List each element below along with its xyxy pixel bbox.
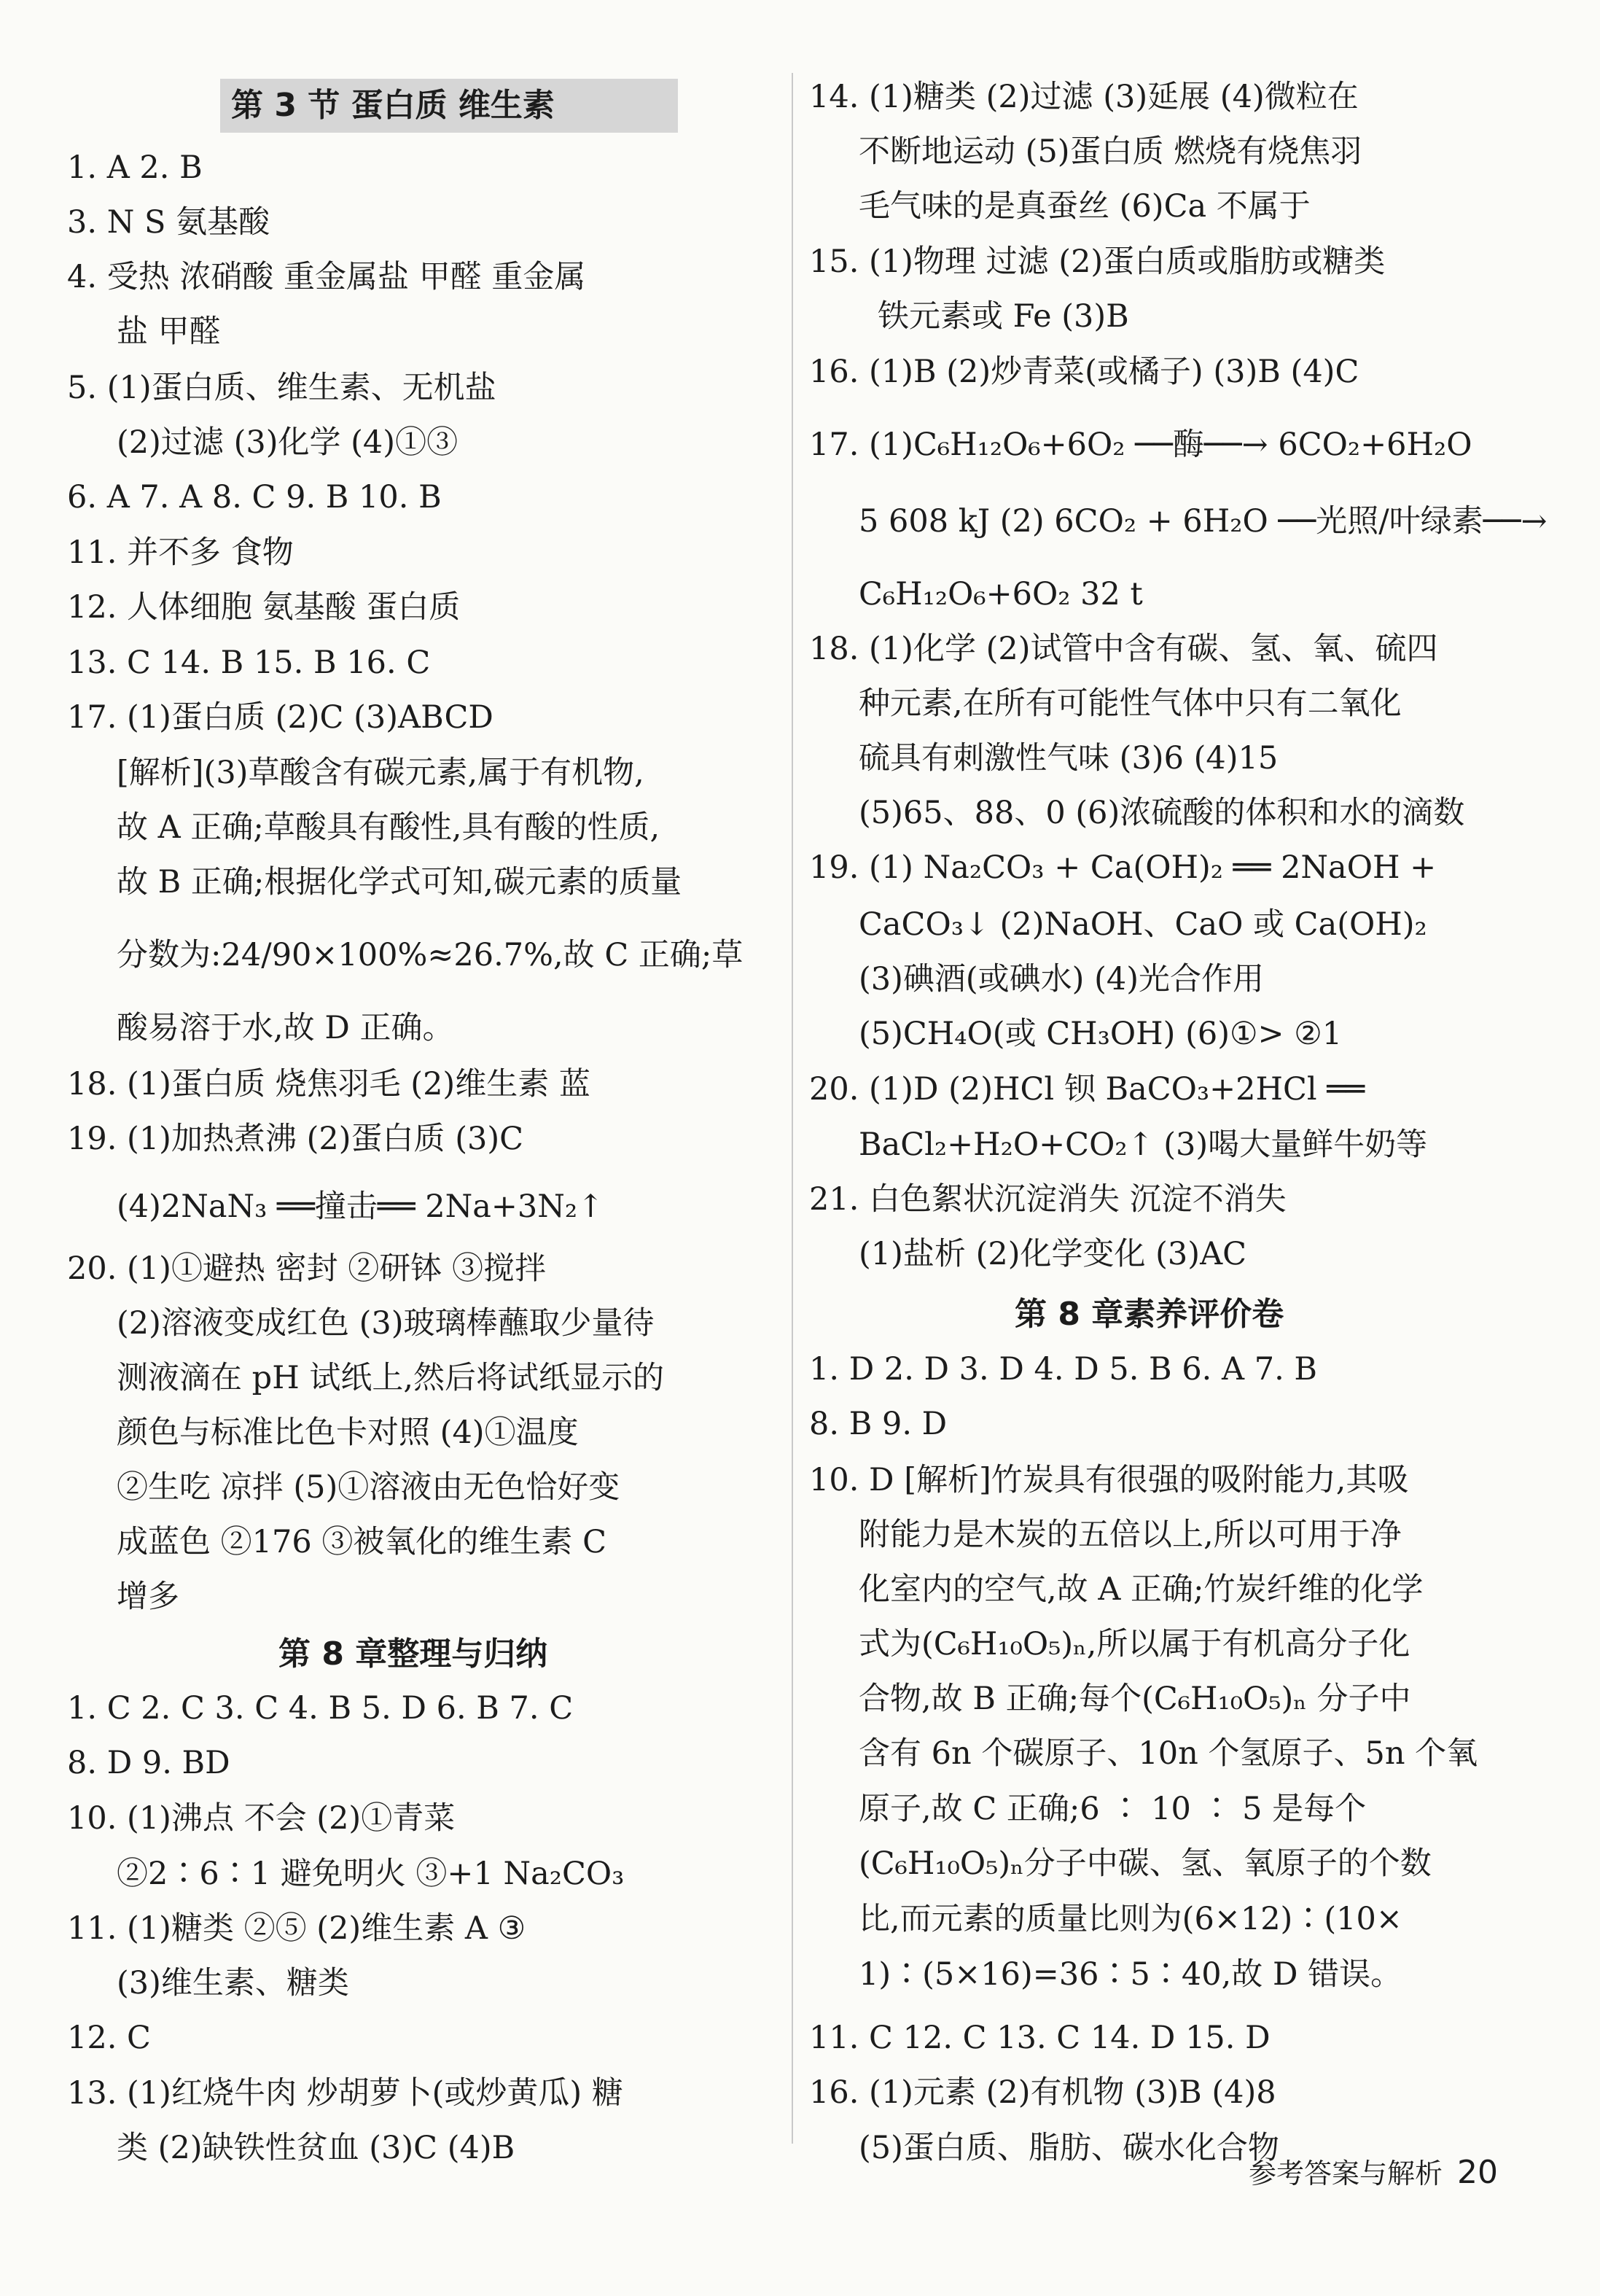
analysis-line: 1)∶(5×16)=36∶5∶40,故 D 错误。 <box>859 1956 1402 1993</box>
answer-line: 20. (1)D (2)HCl 钡 BaCO₃+2HCl ══ <box>809 1071 1365 1108</box>
equation-line: C₆H₁₂O₆+6O₂ 32 t <box>859 576 1143 612</box>
column-divider <box>792 73 793 2144</box>
answer-line: 11. (1)糖类 ②⑤ (2)维生素 A ③ <box>67 1910 526 1947</box>
answer-line: 8. D 9. BD <box>67 1745 230 1781</box>
answer-line: 10. (1)沸点 不会 (2)①青菜 <box>67 1800 456 1837</box>
answer-line: 11. C 12. C 13. C 14. D 15. D <box>809 2020 1271 2056</box>
answer-line: 1. A 2. B <box>67 149 203 186</box>
answer-line: 种元素,在所有可能性气体中只有二氧化 <box>859 685 1402 722</box>
answer-line: 13. C 14. B 15. B 16. C <box>67 645 431 681</box>
answer-line: ②2∶6∶1 避免明火 ③+1 Na₂CO₃ <box>117 1856 625 1892</box>
answer-line: (2)溶液变成红色 (3)玻璃棒蘸取少量待 <box>117 1305 655 1342</box>
answer-line: 18. (1)化学 (2)试管中含有碳、氢、氧、硫四 <box>809 631 1438 667</box>
answer-line: 19. (1)加热煮沸 (2)蛋白质 (3)C <box>67 1121 524 1157</box>
answer-line: 4. 受热 浓硝酸 重金属盐 甲醛 重金属 <box>67 259 586 295</box>
answer-line: 测液滴在 pH 试纸上,然后将试纸显示的 <box>117 1360 665 1396</box>
answer-line: 16. (1)元素 (2)有机物 (3)B (4)8 <box>809 2074 1276 2111</box>
answer-line: 20. (1)①避热 密封 ②研钵 ③搅拌 <box>67 1250 546 1287</box>
analysis-line: 故 A 正确;草酸具有酸性,具有酸的性质, <box>117 809 660 846</box>
answer-line: 21. 白色絮状沉淀消失 沉淀不消失 <box>809 1181 1287 1218</box>
page-footer <box>1249 2151 1498 2191</box>
analysis-line: [解析](3)草酸含有碳元素,属于有机物, <box>117 755 644 791</box>
answer-line: 类 (2)缺铁性贫血 (3)C (4)B <box>117 2130 515 2166</box>
answer-line: ②生吃 凉拌 (5)①溶液由无色恰好变 <box>117 1469 620 1506</box>
analysis-line: 分数为:24/90×100%≈26.7%,故 C 正确;草 <box>117 937 744 973</box>
answer-line: 铁元素或 Fe (3)B <box>878 298 1129 335</box>
answer-line: CaCO₃↓ (2)NaOH、CaO 或 Ca(OH)₂ <box>859 906 1427 943</box>
section-title: 第 8 章素养评价卷 <box>1015 1296 1284 1333</box>
answer-line: 14. (1)糖类 (2)过滤 (3)延展 (4)微粒在 <box>809 79 1359 115</box>
answer-line: 不断地运动 (5)蛋白质 燃烧有烧焦羽 <box>859 133 1362 170</box>
answer-line: 增多 <box>117 1579 179 1615</box>
answer-line: 5. (1)蛋白质、维生素、无机盐 <box>67 370 496 406</box>
answer-line: 盐 甲醛 <box>117 314 221 350</box>
analysis-line: 式为(C₆H₁₀O₅)ₙ,所以属于有机高分子化 <box>859 1626 1410 1662</box>
analysis-line: 10. D [解析]竹炭具有很强的吸附能力,其吸 <box>809 1462 1409 1498</box>
analysis-line: 含有 6n 个碳原子、10n 个氢原子、5n 个氧 <box>859 1735 1478 1772</box>
analysis-line: (C₆H₁₀O₅)ₙ分子中碳、氢、氧原子的个数 <box>859 1845 1432 1882</box>
analysis-line: 原子,故 C 正确;6 ∶ 10 ∶ 5 是每个 <box>859 1791 1367 1827</box>
answer-line: 颜色与标准比色卡对照 (4)①温度 <box>117 1414 579 1451</box>
page-number: 20 <box>1457 2154 1498 2191</box>
answer-line: 毛气味的是真蚕丝 (6)Ca 不属于 <box>859 188 1311 225</box>
equation-line: (4)2NaN₃ ══撞击══ 2Na+3N₂↑ <box>117 1188 604 1225</box>
analysis-line: 合物,故 B 正确;每个(C₆H₁₀O₅)ₙ 分子中 <box>859 1681 1411 1717</box>
answer-line: (5)65、88、0 (6)浓硫酸的体积和水的滴数 <box>859 795 1465 831</box>
answer-line: 18. (1)蛋白质 烧焦羽毛 (2)维生素 蓝 <box>67 1066 590 1102</box>
answer-line: 16. (1)B (2)炒青菜(或橘子) (3)B (4)C <box>809 354 1359 390</box>
answer-line: 成蓝色 ②176 ③被氧化的维生素 C <box>117 1524 606 1560</box>
answer-line: (3)维生素、糖类 <box>117 1965 349 2001</box>
answer-line: 8. B 9. D <box>809 1406 948 1442</box>
answer-line: 17. (1)蛋白质 (2)C (3)ABCD <box>67 699 493 736</box>
analysis-line: 比,而元素的质量比则为(6×12)∶(10× <box>859 1901 1402 1937</box>
analysis-line: 酸易溶于水,故 D 正确。 <box>117 1010 454 1046</box>
answer-line: BaCl₂+H₂O+CO₂↑ (3)喝大量鲜牛奶等 <box>859 1126 1428 1163</box>
footer-label: 参考答案与解析 <box>1248 2157 1443 2190</box>
answer-line: 6. A 7. A 8. C 9. B 10. B <box>67 479 442 515</box>
analysis-line: 附能力是木炭的五倍以上,所以可用于净 <box>859 1517 1402 1553</box>
answer-line: 12. 人体细胞 氨基酸 蛋白质 <box>67 589 461 626</box>
answer-line: 1. C 2. C 3. C 4. B 5. D 6. B 7. C <box>67 1690 574 1727</box>
equation-line: 5 608 kJ (2) 6CO₂ + 6H₂O ──光照/叶绿素──→ <box>859 503 1548 540</box>
section-title: 第 8 章整理与归纳 <box>278 1635 548 1673</box>
answer-line: 13. (1)红烧牛肉 炒胡萝卜(或炒黄瓜) 糖 <box>67 2075 623 2112</box>
analysis-line: 故 B 正确;根据化学式可知,碳元素的质量 <box>117 864 682 900</box>
answer-line: 1. D 2. D 3. D 4. D 5. B 6. A 7. B <box>809 1351 1318 1388</box>
answer-line: 15. (1)物理 过滤 (2)蛋白质或脂肪或糖类 <box>809 244 1386 280</box>
answer-line: 11. 并不多 食物 <box>67 534 294 571</box>
equation-line: 17. (1)C₆H₁₂O₆+6O₂ ──酶──→ 6CO₂+6H₂O <box>809 427 1472 463</box>
answer-line: 12. C <box>67 2020 151 2056</box>
answer-line: 19. (1) Na₂CO₃ + Ca(OH)₂ ══ 2NaOH + <box>809 849 1437 886</box>
answer-line: (5)蛋白质、脂肪、碳水化合物 <box>859 2130 1279 2166</box>
answer-line: 3. N S 氨基酸 <box>67 204 270 241</box>
analysis-line: 化室内的空气,故 A 正确;竹炭纤维的化学 <box>859 1571 1424 1608</box>
answer-line: 硫具有刺激性气味 (3)6 (4)15 <box>859 740 1279 777</box>
section-heading: 第 3 节 蛋白质 维生素 <box>231 87 555 124</box>
answer-line: (3)碘酒(或碘水) (4)光合作用 <box>859 961 1265 997</box>
answer-line: (2)过滤 (3)化学 (4)①③ <box>117 424 458 461</box>
answer-line: (5)CH₄O(或 CH₃OH) (6)①> ②1 <box>859 1016 1343 1052</box>
answer-line: (1)盐析 (2)化学变化 (3)AC <box>859 1236 1247 1272</box>
